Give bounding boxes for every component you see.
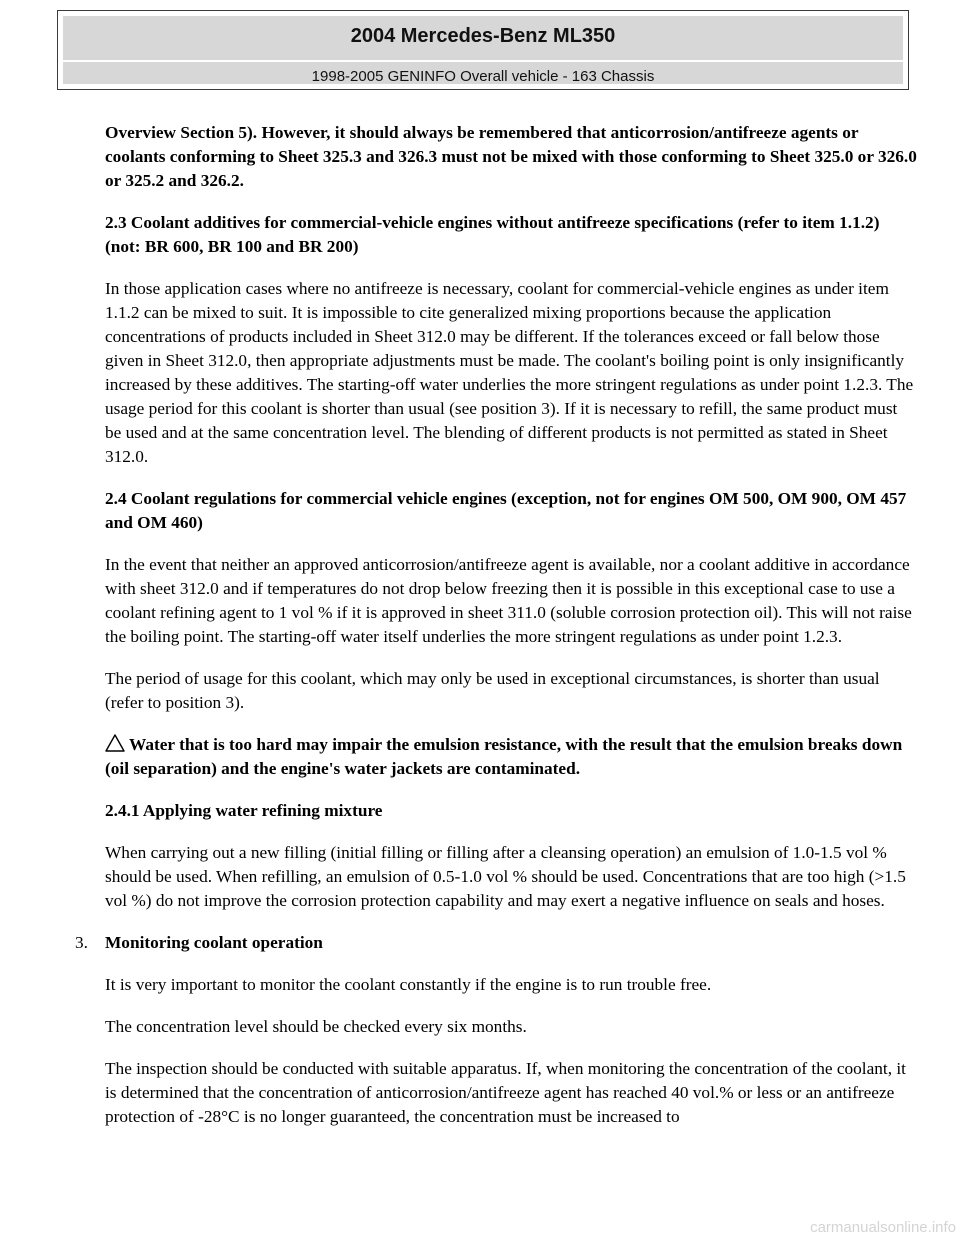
warning-triangle-icon (105, 734, 125, 752)
section-3-heading: Monitoring coolant operation (105, 933, 323, 952)
section-3-text-1: It is very important to monitor the coolant constantly if the engine is to run trouble free. (105, 975, 712, 994)
list-number: 3. (75, 933, 88, 952)
warning-text: Water that is too hard may impair the emulsion resistance, with the result that the emulsion breaks down (oil separation) and the engine's water jackets are contaminated. (105, 735, 903, 778)
section-2-4-text-1: In the event that neither an approved anticorrosion/antifreeze agent is available, nor a coolant additive in accordance with sheet 312.0 and if temperatures do not drop below freezing then it is possible in this exceptional case to use a coolant refining agent to 1 vol % if it is approved in sheet 311.0 (soluble corrosion protection oil). This will not raise the boiling point. The starting-off water itself underlies the more stringent regulations as under point 1.2.3. (105, 555, 912, 646)
document-body (75, 121, 917, 1147)
watermark: carmanualsonline.info (810, 1219, 956, 1236)
section-2-3-heading: 2.3 Coolant additives for commercial-vehicle engines without antifreeze specifications (refer to item 1.1.2) (not: BR 600, BR 100 and BR 200) (105, 213, 880, 256)
list-item-3 (75, 931, 917, 1129)
warning-note (105, 733, 917, 781)
section-2-4-1-text: When carrying out a new filling (initial filling or filling after a cleansing operation) an emulsion of 1.0-1.5 vol % should be used. When refilling, an emulsion of 0.5-1.0 vol % should be used. Concentrations that are too high (>1.5 vol %) do not improve the corrosion protection capability and may exert a negative influence on seals and hoses. (105, 843, 906, 910)
page-header (57, 10, 909, 90)
document-subtitle: 1998-2005 GENINFO Overall vehicle - 163 Chassis (311, 68, 655, 85)
header-divider (63, 60, 903, 62)
section-3-text-2: The concentration level should be checked every six months. (105, 1017, 527, 1036)
section-2-4-heading: 2.4 Coolant regulations for commercial vehicle engines (exception, not for engines OM 500, OM 900, OM 457 and OM 460) (105, 489, 907, 532)
intro-paragraph: Overview Section 5). However, it should always be remembered that anticorrosion/antifreeze agents or coolants conforming to Sheet 325.3 and 326.3 must not be mixed with those conforming to Sheet 325.0 or 326.0 or 325.2 and 326.2. (105, 123, 917, 190)
section-2-4-text-2: The period of usage for this coolant, which may only be used in exceptional circumstances, is shorter than usual (refer to position 3). (105, 669, 880, 712)
section-2-4-1-heading: 2.4.1 Applying water refining mixture (105, 801, 383, 820)
document-title: 2004 Mercedes-Benz ML350 (350, 25, 616, 47)
header-panel (63, 16, 903, 84)
section-3-text-3: The inspection should be conducted with suitable apparatus. If, when monitoring the concentration of the coolant, it is determined that the concentration of anticorrosion/antifreeze agent has reached 40 vol.% or less or an antifreeze protection of -28°C is no longer guaranteed, the concentration must be increased to (105, 1059, 906, 1126)
section-2-3-text: In those application cases where no antifreeze is necessary, coolant for commercial-vehicle engines as under item 1.1.2 can be mixed to suit. It is impossible to cite generalized mixing proportions because the application concentrations of products included in Sheet 312.0 may be different. If the tolerances exceed or fall below those given in Sheet 312.0, then appropriate adjustments must be made. The coolant's boiling point is only insignificantly increased by these additives. The starting-off water underlies the more stringent regulations as under point 1.2.3. The usage period for this coolant is shorter than usual (see position 3). If it is necessary to refill, the same product must be used and at the same concentration level. The blending of different products is not permitted as stated in Sheet 312.0. (105, 279, 914, 466)
